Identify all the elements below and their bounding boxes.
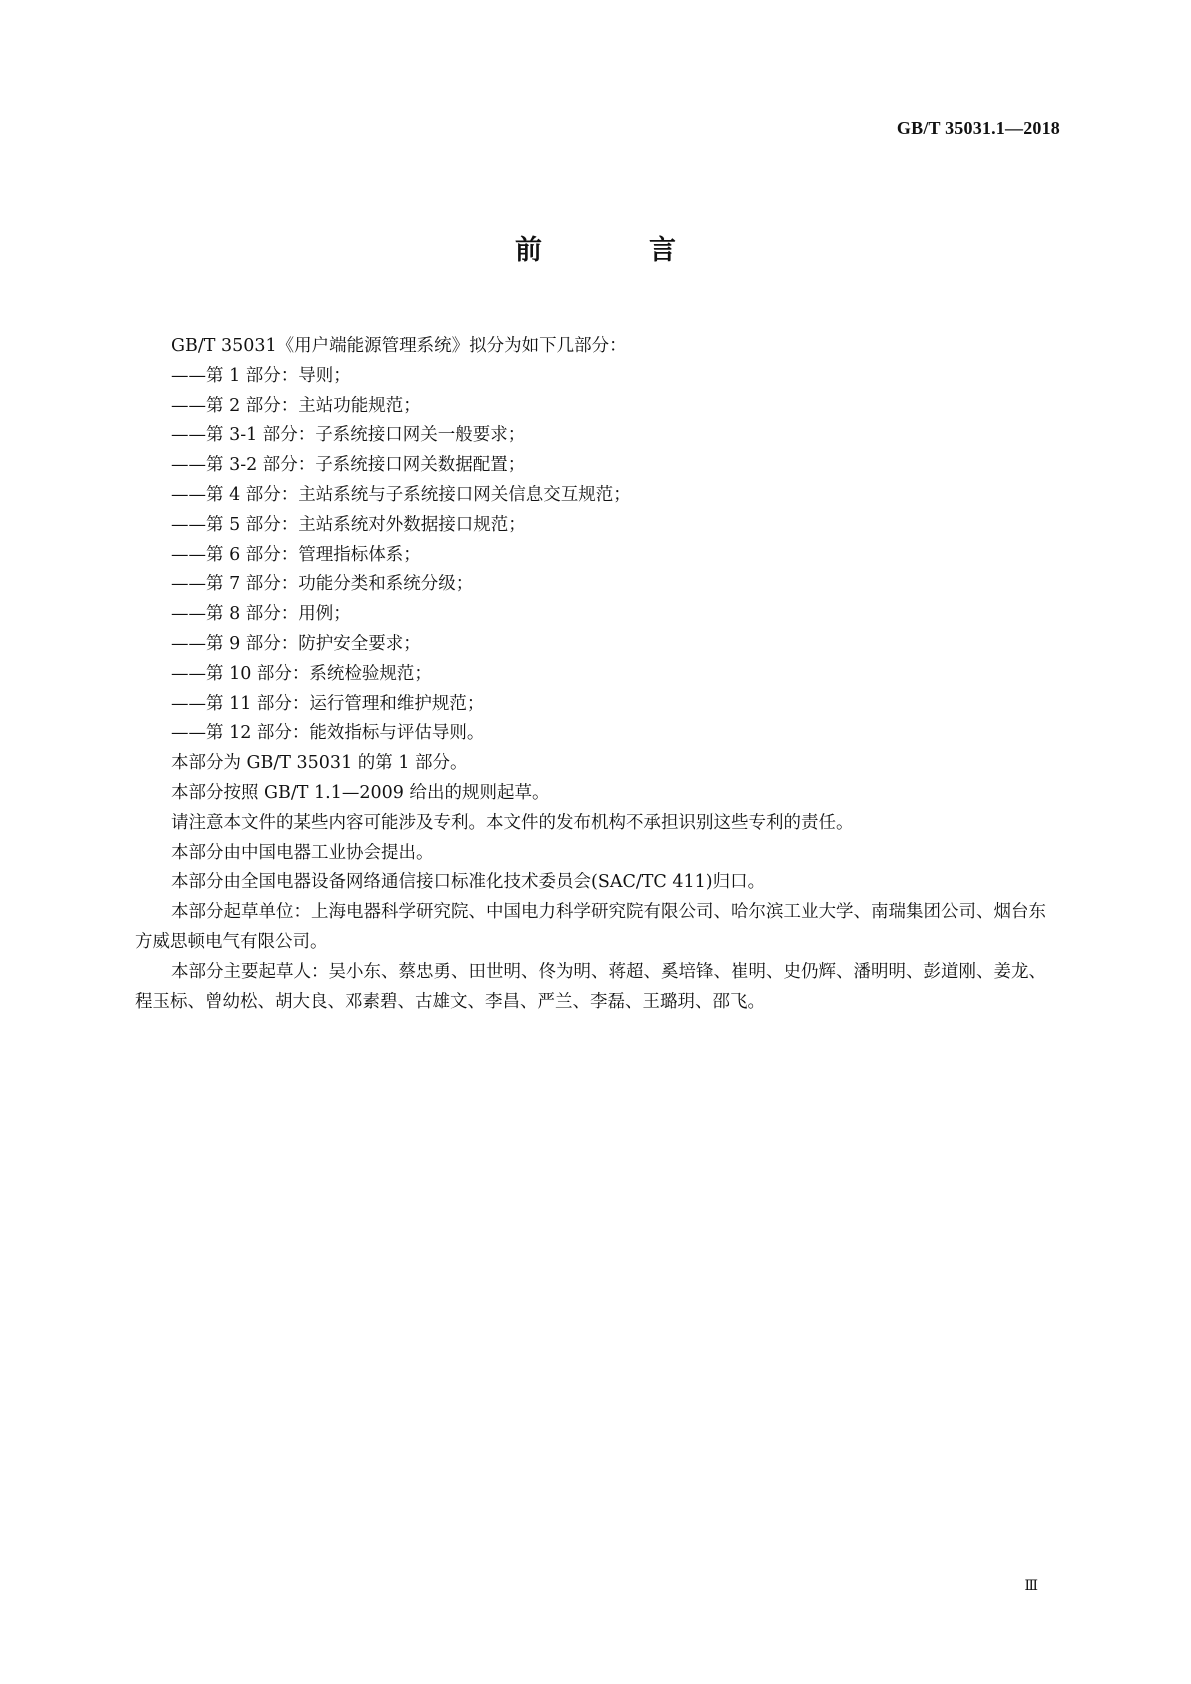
list-item: ——第 4 部分：主站系统与子系统接口网关信息交互规范； <box>171 484 631 505</box>
list-item: ——第 5 部分：主站系统对外数据接口规范； <box>171 514 526 535</box>
body-paragraph: 本部分由中国电器工业协会提出。 <box>171 842 434 863</box>
intro-paragraph: GB/T 35031《用户端能源管理系统》拟分为如下几部分： <box>171 336 627 356</box>
list-item: ——第 9 部分：防护安全要求； <box>171 633 421 654</box>
body-paragraph: 本部分起草单位：上海电器科学研究院、中国电力科学研究院有限公司、哈尔滨工业大学、南瑞集团公司、烟台东方威思顿电气有限公司。 <box>135 902 1046 952</box>
list-item: ——第 1 部分：导则； <box>171 365 351 386</box>
page-number: Ⅲ <box>1024 1579 1038 1594</box>
body-paragraph: 本部分主要起草人：吴小东、蔡忠勇、田世明、佟为明、蒋超、奚培锋、崔明、史仍辉、潘明明、彭道刚、姜龙、程玉标、曾幼松、胡大良、邓素碧、古雄文、李昌、严兰、李磊、王璐玥、邵飞。 <box>135 961 1046 1012</box>
list-item: ——第 3-2 部分：子系统接口网关数据配置； <box>171 455 526 476</box>
list-item: ——第 2 部分：主站功能规范； <box>171 395 421 416</box>
list-item: ——第 6 部分：管理指标体系； <box>171 544 421 565</box>
document-body <box>135 332 1060 1017</box>
body-paragraph: 本部分按照 GB/T 1.1—2009 给出的规则起草。 <box>171 782 550 803</box>
page-title: 前 言 <box>515 235 716 266</box>
list-item: ——第 12 部分：能效指标与评估导则。 <box>171 723 485 744</box>
list-item: ——第 11 部分：运行管理和维护规范； <box>171 693 485 714</box>
list-item: ——第 3-1 部分：子系统接口网关一般要求； <box>171 425 526 446</box>
body-paragraph: 本部分为 GB/T 35031 的第 1 部分。 <box>171 753 468 774</box>
list-item: ——第 7 部分：功能分类和系统分级； <box>171 574 474 595</box>
standard-code: GB/T 35031.1—2018 <box>896 118 1060 138</box>
list-item: ——第 8 部分：用例； <box>171 604 351 625</box>
body-paragraph: 本部分由全国电器设备网络通信接口标准化技术委员会(SAC/TC 411)归口。 <box>171 872 766 893</box>
list-item: ——第 10 部分：系统检验规范； <box>171 663 432 684</box>
body-paragraph: 请注意本文件的某些内容可能涉及专利。本文件的发布机构不承担识别这些专利的责任。 <box>171 812 854 833</box>
